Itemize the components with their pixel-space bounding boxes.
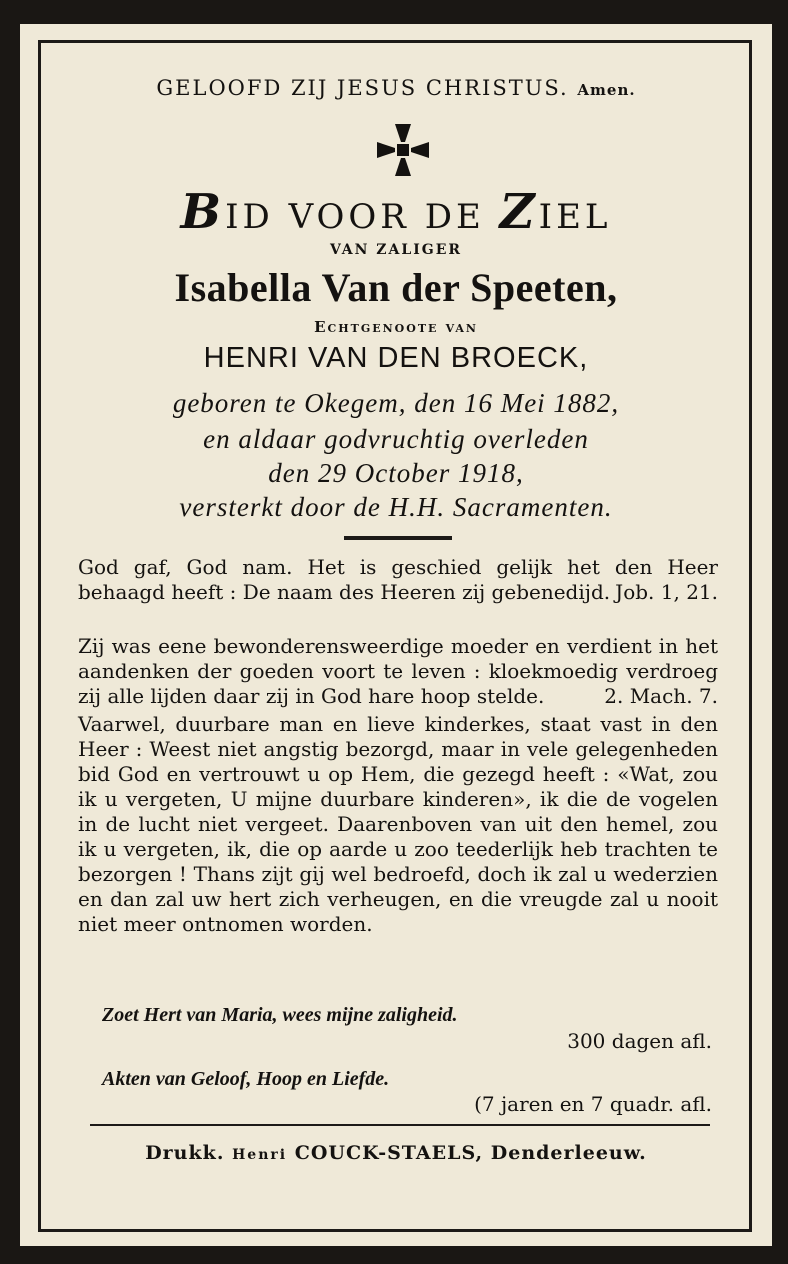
prayer-2-indulgence: (7 jaren en 7 quadr. afl. — [474, 1092, 712, 1116]
death-line-2: den 29 October 1918, — [268, 458, 524, 488]
footer-rule — [90, 1124, 710, 1126]
paragraph-3-text: Vaarwel, duurbare man en lieve kinderkes, staat vast in den Heer : Weest niet angstig bezorgd, maar in vele gelegenheden bid God en vertrouwt u op Hem, die gezegd heeft : «Wat, zou ik u vergeten, U mijne duurbare kinderen», ik die de vogelen in de lucht niet vergeet. Daarenboven van uit den hemel, zou ik u vergeten, ik, die op aarde u zoo teederlijk heb trachten te bezorgen ! Thans zijt gij wel bedroefd, doch ik zal u wederzien en dan zal uw hert zich verheugen, en die vreugde zal u nooit niet meer ontnomen worden. — [78, 712, 718, 936]
paragraph-1 — [78, 555, 718, 605]
header-line — [20, 76, 772, 100]
birth-line: geboren te Okegem, den 16 Mei 1882, — [172, 388, 620, 418]
invocation-cap-z: Z — [499, 184, 539, 240]
footer-prefix: Drukk. — [145, 1142, 225, 1164]
header-text: GELOOFD ZIJ JESUS CHRISTUS. — [156, 76, 569, 100]
divider-rule — [344, 536, 452, 540]
invocation-text-1: ID VOOR DE — [225, 197, 500, 237]
invocation-cap-b: B — [180, 184, 226, 240]
spouse-name: HENRI VAN DEN BROECK, — [203, 342, 589, 374]
printer-footer — [20, 1142, 772, 1164]
footer-name: COUCK-STAELS, Denderleeuw. — [294, 1142, 647, 1164]
death-line-1: en aldaar godvruchtig overleden — [203, 424, 589, 454]
paragraph-2 — [78, 634, 718, 709]
memorial-card — [20, 24, 772, 1246]
deceased-name: Isabella Van der Speeten, — [174, 265, 618, 310]
invocation-title — [20, 184, 772, 240]
van-zaliger: VAN ZALIGER — [329, 242, 463, 258]
header-amen: Amen. — [577, 81, 636, 99]
paragraph-2-text: Zij was eene bewonderensweerdige moeder en verdient in het aandenken der goeden voort te leven : kloekmoedig verdroeg zij alle lijden daar zij in God hare hoop stelde. — [78, 634, 718, 708]
cross-icon — [375, 122, 431, 178]
footer-small-caps: Henri — [232, 1147, 288, 1163]
prayer-1: Zoet Hert van Maria, wees mijne zaligheid. — [102, 1004, 458, 1026]
prayer-2: Akten van Geloof, Hoop en Liefde. — [102, 1068, 390, 1090]
sacraments-line: versterkt door de H.H. Sacramenten. — [179, 492, 613, 522]
paragraph-2-ref: 2. Mach. 7. — [604, 684, 718, 708]
paragraph-1-ref: Job. 1, 21. — [615, 580, 718, 604]
paragraph-3 — [78, 712, 718, 937]
spouse-label: Echtgenoote van — [314, 318, 478, 336]
prayer-1-indulgence: 300 dagen afl. — [567, 1029, 712, 1053]
paragraph-1-text: God gaf, God nam. Het is geschied gelijk het den Heer behaagd heeft : De naam des Heeren zij gebenedijd. — [78, 555, 718, 604]
invocation-text-2: IEL — [538, 197, 612, 237]
